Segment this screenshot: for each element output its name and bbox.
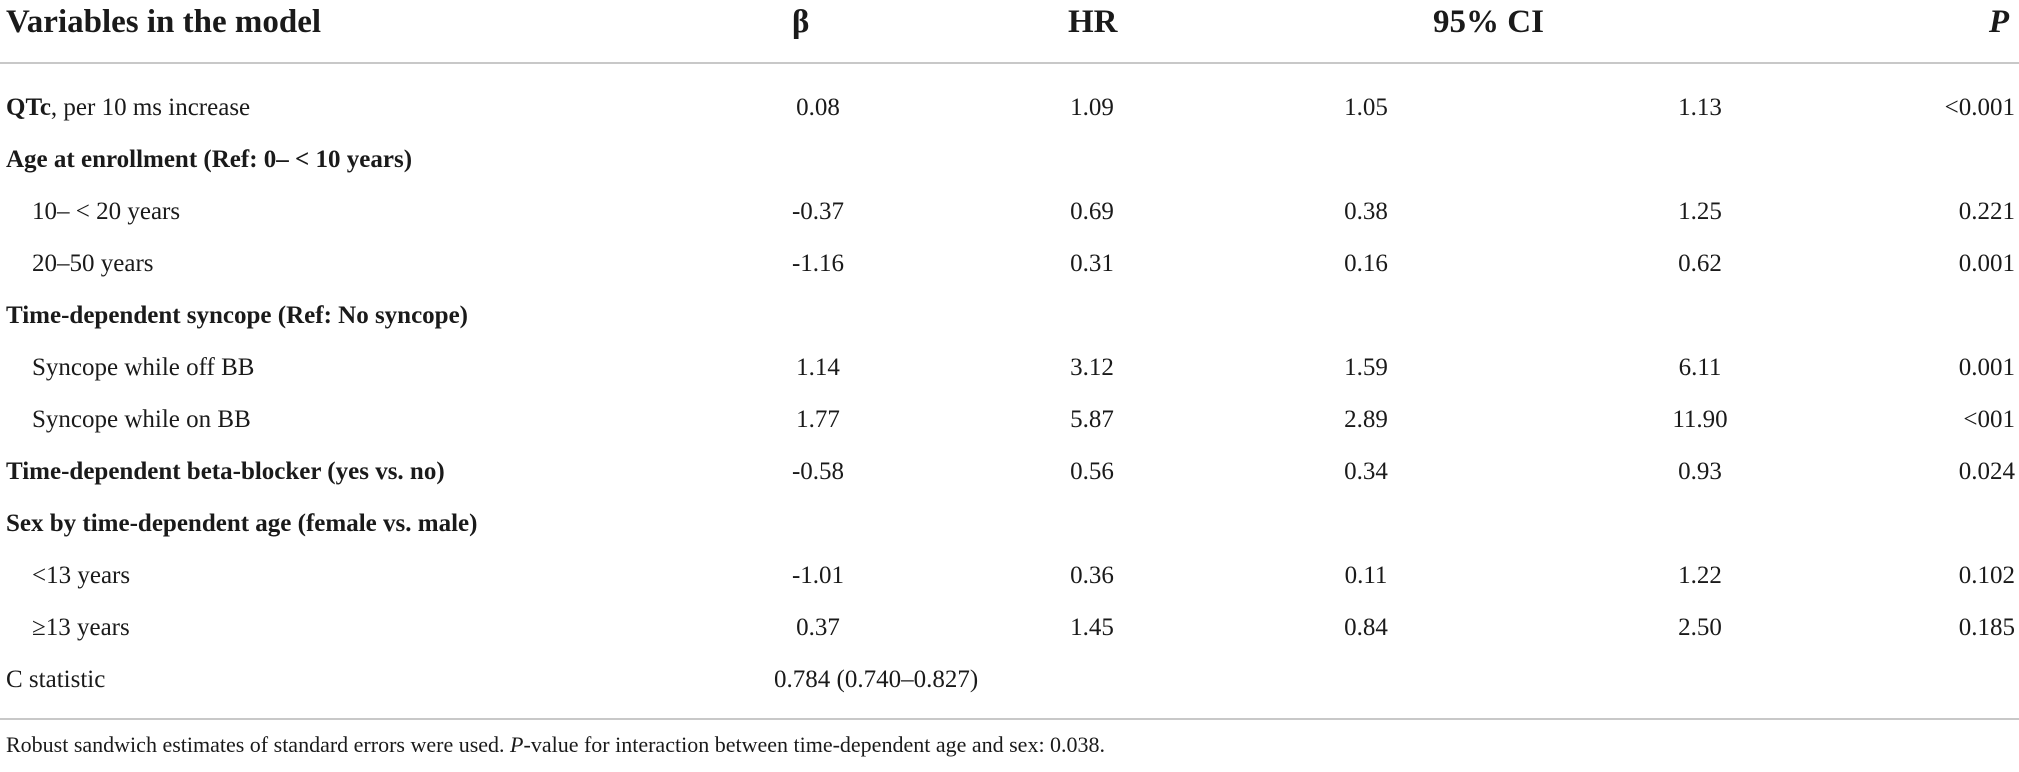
beta-cell: 1.77 xyxy=(796,406,840,433)
ci-low-cell: 0.16 xyxy=(1344,250,1388,277)
row-label-rest: , per 10 ms increase xyxy=(50,94,251,121)
table-row xyxy=(0,602,2019,654)
p-cell: <0.001 xyxy=(1944,94,2015,121)
ci-high-cell: 0.93 xyxy=(1678,458,1722,485)
ci-high-cell: 1.22 xyxy=(1678,562,1722,589)
table-row xyxy=(0,290,2019,342)
beta-cell: -0.58 xyxy=(791,458,845,485)
row-label: C statistic xyxy=(6,666,106,693)
hr-cell: 1.45 xyxy=(1070,614,1114,641)
table-row xyxy=(0,134,2019,186)
ci-low-cell: 0.34 xyxy=(1344,458,1388,485)
header-rule xyxy=(0,62,2019,64)
ci-high-cell: 11.90 xyxy=(1672,406,1728,433)
beta-cell: 1.14 xyxy=(796,354,840,381)
header-beta: β xyxy=(792,4,810,40)
p-cell: 0.024 xyxy=(1958,458,2015,485)
hr-cell: 5.87 xyxy=(1070,406,1114,433)
beta-cell: -1.16 xyxy=(791,250,845,277)
beta-cell: 0.08 xyxy=(796,94,840,121)
p-cell: 0.221 xyxy=(1958,198,2015,225)
c-statistic-value: 0.784 (0.740–0.827) xyxy=(774,666,979,693)
row-label xyxy=(6,82,250,134)
p-cell: 0.001 xyxy=(1958,354,2015,381)
ci-low-cell: 0.38 xyxy=(1344,198,1388,225)
section-label: Age at enrollment (Ref: 0– < 10 years) xyxy=(6,146,413,173)
hr-cell: 3.12 xyxy=(1070,354,1114,381)
ci-high-cell: 6.11 xyxy=(1678,354,1722,381)
p-cell: 0.185 xyxy=(1958,614,2015,641)
section-label: Time-dependent syncope (Ref: No syncope) xyxy=(6,302,469,329)
table-header xyxy=(0,0,2019,62)
header-ci: 95% CI xyxy=(1433,4,1544,40)
hr-cell: 1.09 xyxy=(1070,94,1114,121)
footnote-p-italic: P xyxy=(510,732,524,757)
header-p: P xyxy=(1988,4,2009,40)
header-hr: HR xyxy=(1068,4,1118,40)
row-label: ≥13 years xyxy=(32,614,130,641)
beta-cell: -1.01 xyxy=(791,562,845,589)
ci-low-cell: 0.11 xyxy=(1344,562,1388,589)
row-label: Syncope while off BB xyxy=(32,354,255,381)
p-cell: 0.102 xyxy=(1958,562,2015,589)
p-cell: <001 xyxy=(1963,406,2015,433)
hr-cell: 0.31 xyxy=(1070,250,1114,277)
row-label: Syncope while on BB xyxy=(32,406,251,433)
row-label: 10– < 20 years xyxy=(32,198,181,225)
table-footnote xyxy=(6,730,1105,760)
footer-rule xyxy=(0,718,2019,720)
table-row xyxy=(0,186,2019,238)
table-row xyxy=(0,394,2019,446)
header-variables: Variables in the model xyxy=(6,4,322,40)
section-label: Sex by time-dependent age (female vs. male) xyxy=(6,510,478,537)
ci-high-cell: 1.25 xyxy=(1678,198,1722,225)
beta-cell: 0.37 xyxy=(796,614,840,641)
row-label: 20–50 years xyxy=(32,250,154,277)
table-row xyxy=(0,498,2019,550)
table-row xyxy=(0,82,2019,134)
beta-cell: -0.37 xyxy=(791,198,845,225)
ci-low-cell: 1.59 xyxy=(1344,354,1388,381)
p-cell: 0.001 xyxy=(1958,250,2015,277)
ci-low-cell: 2.89 xyxy=(1344,406,1388,433)
ci-high-cell: 0.62 xyxy=(1678,250,1722,277)
footnote-text-1: Robust sandwich estimates of standard errors were used. xyxy=(6,732,511,757)
ci-low-cell: 1.05 xyxy=(1344,94,1388,121)
table-row xyxy=(0,446,2019,498)
row-label: <13 years xyxy=(32,562,131,589)
table-row xyxy=(0,654,2019,706)
table-row xyxy=(0,342,2019,394)
ci-low-cell: 0.84 xyxy=(1344,614,1388,641)
footnote-text-2: -value for interaction between time-dependent age and sex: 0.038. xyxy=(523,732,1106,757)
row-label: Time-dependent beta-blocker (yes vs. no) xyxy=(6,458,445,485)
table-row xyxy=(0,238,2019,290)
hr-cell: 0.36 xyxy=(1070,562,1114,589)
ci-high-cell: 1.13 xyxy=(1678,94,1722,121)
hr-cell: 0.56 xyxy=(1070,458,1114,485)
hr-cell: 0.69 xyxy=(1070,198,1114,225)
row-label-bold: QTc xyxy=(6,94,51,121)
ci-high-cell: 2.50 xyxy=(1678,614,1722,641)
table-row xyxy=(0,550,2019,602)
